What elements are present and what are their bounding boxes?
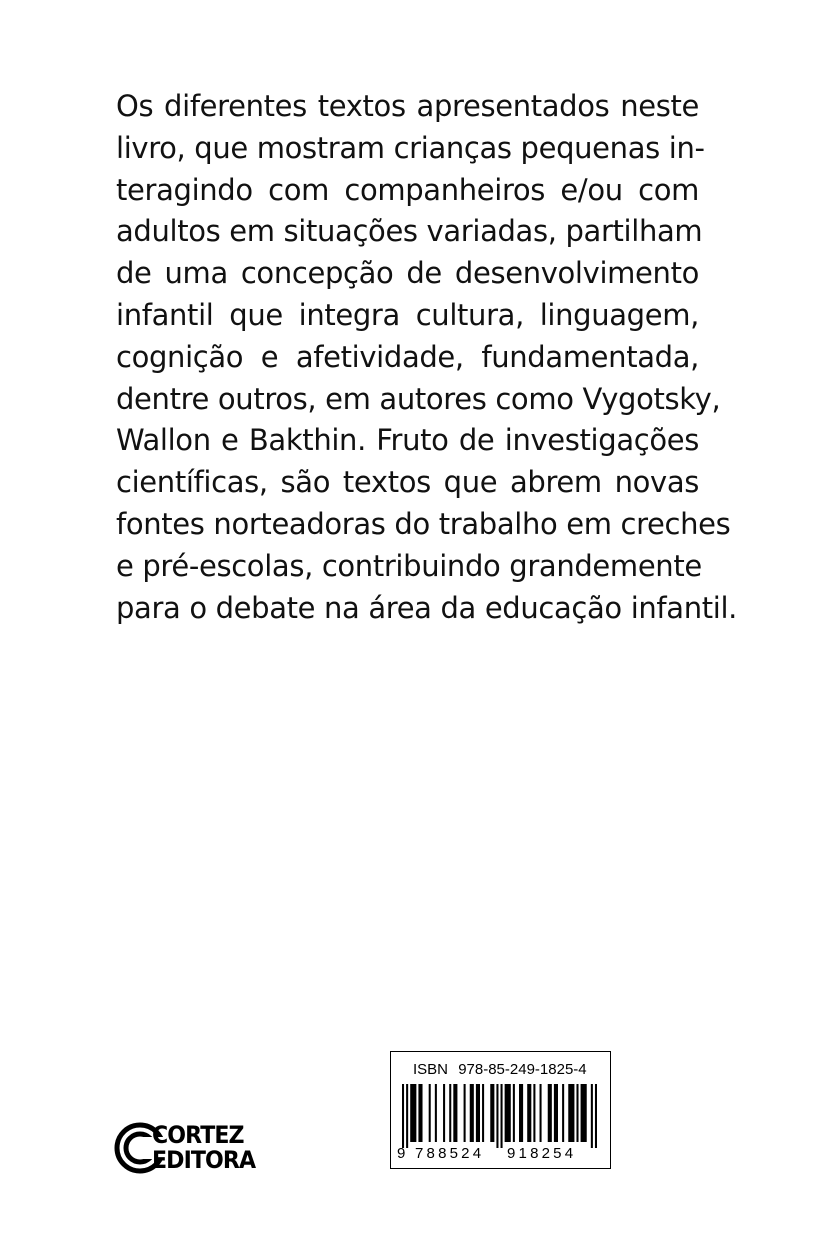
barcode-bar [490, 1084, 494, 1142]
blurb-line: Os diferentes textos apresentados neste [116, 89, 699, 123]
barcode-bar [449, 1084, 451, 1142]
barcode-bar [548, 1084, 552, 1142]
back-cover-blurb [116, 86, 738, 629]
barcode-bars [402, 1084, 597, 1148]
barcode-guard-bar [496, 1084, 498, 1148]
barcode-bar [562, 1084, 564, 1142]
barcode-guard-bar [591, 1084, 593, 1148]
barcode-guard-bar [406, 1084, 408, 1148]
barcode-bar [464, 1084, 466, 1142]
barcode-bar [576, 1084, 578, 1142]
isbn-label: ISBN [413, 1061, 449, 1078]
barcode-guard-bar [402, 1084, 404, 1148]
blurb-line: infantil que integra cultura, linguagem, [116, 297, 699, 332]
barcode-bar [429, 1084, 431, 1142]
barcode-bar [581, 1084, 587, 1142]
blurb-line: cognição e afetividade, fundamentada, [116, 339, 699, 374]
blurb-line: de uma concepção de desenvolvimento [116, 256, 699, 291]
blurb-line: fontes norteadoras do trabalho em creches [116, 506, 731, 541]
barcode-bar [410, 1084, 416, 1142]
barcode-bar [453, 1084, 457, 1142]
blurb-line: Wallon e Bakthin. Fruto de investigações [116, 423, 699, 458]
blurb-line: científicas, são textos que abrem novas [116, 465, 699, 500]
barcode-bar [568, 1084, 574, 1142]
publisher-name-top: CORTEZ [152, 1121, 244, 1149]
blurb-line: livro, que mostram crianças pequenas in- [116, 130, 705, 165]
barcode-bar [443, 1084, 445, 1142]
barcode-guard-bar [501, 1084, 503, 1148]
barcode-bar [505, 1084, 511, 1142]
publisher-logo [114, 1120, 264, 1176]
barcode-bar [476, 1084, 480, 1142]
ean-left-group: 788524 [415, 1145, 485, 1162]
blurb-line: e pré-escolas, contribuindo grandemente [116, 548, 702, 583]
ean-first-digit: 9 [397, 1145, 406, 1162]
barcode-bar [540, 1084, 542, 1142]
ean-right-group: 918254 [507, 1145, 577, 1162]
isbn-number: 978-85-249-1825-4 [458, 1061, 587, 1078]
barcode-bar [435, 1084, 437, 1142]
blurb-line: para o debate na área da educação infantil. [116, 590, 738, 625]
isbn-text [413, 1061, 587, 1078]
barcode-bar [533, 1084, 535, 1142]
isbn-barcode [390, 1051, 611, 1169]
barcode-bar [519, 1084, 523, 1142]
barcode-bar [527, 1084, 531, 1142]
blurb-line: dentre outros, em autores como Vygotsky, [116, 381, 721, 416]
barcode-bar [482, 1084, 484, 1142]
barcode-bar [554, 1084, 558, 1142]
publisher-name-bottom: EDITORA [152, 1146, 256, 1174]
barcode-guard-bar [595, 1084, 597, 1148]
barcode-bar [513, 1084, 515, 1142]
blurb-line: adultos em situações variadas, partilham [116, 214, 703, 249]
barcode-bar [418, 1084, 422, 1142]
blurb-line: teragindo com companheiros e/ou com [116, 172, 699, 207]
barcode-bar [470, 1084, 474, 1142]
